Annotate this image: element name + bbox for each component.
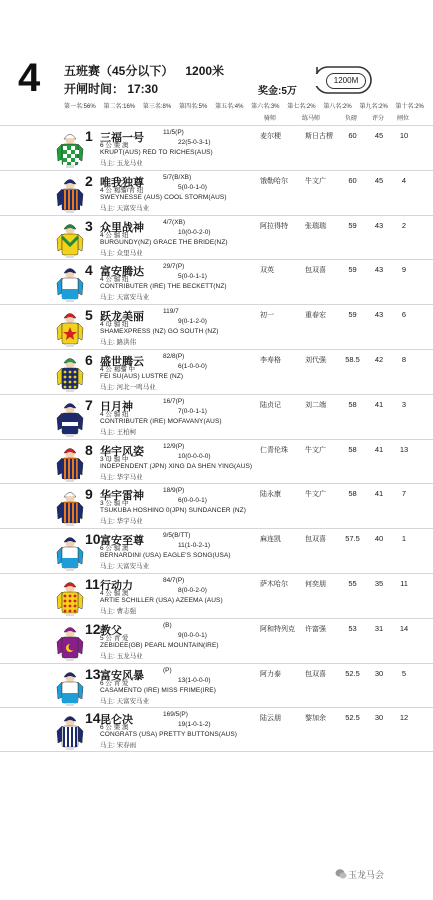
- weight: 53: [348, 623, 357, 633]
- runner-row: [0, 125, 433, 170]
- weight: 60: [348, 175, 357, 185]
- prize-split-item: 第二名:16%: [103, 104, 136, 110]
- saddle-number: 14: [85, 710, 101, 727]
- jockey-silk-icon: [54, 263, 86, 302]
- weight: 58: [348, 399, 357, 409]
- rating: 41: [374, 399, 384, 409]
- recent-lineup: 29/7(P): [163, 263, 185, 271]
- prize-split-item: 第四名:5%: [178, 104, 208, 110]
- runner-row: [0, 439, 433, 484]
- trainer-name: 刘代强: [305, 356, 326, 364]
- horse-details: 4 公 褐骝 中: [100, 365, 136, 373]
- draw: 10: [399, 131, 409, 140]
- trainer-name: 刘二端: [305, 401, 326, 409]
- jockey-silk-icon: [54, 443, 86, 482]
- prize-splits: [64, 101, 424, 110]
- pedigree: INDEPENDENT (JPN) XING DA SHEN YING(AUS): [100, 462, 253, 470]
- jockey-name: 初一: [260, 312, 274, 320]
- jockey-name: 阿力泰: [260, 670, 281, 678]
- jockey-name: 饿勒哈尔: [260, 177, 288, 185]
- weight: 60: [348, 131, 357, 140]
- trainer-name: 牛文广: [305, 491, 326, 499]
- horse-name: 富安风暴: [100, 669, 144, 682]
- draw: 11: [400, 578, 408, 588]
- weight: 55: [348, 578, 357, 588]
- rating: 31: [374, 623, 384, 633]
- pedigree: ARTIE SCHILLER (USA) AZEEMA (AUS): [100, 596, 223, 604]
- horse-name: 行动力: [100, 579, 133, 592]
- horse-name: 昆仑决: [100, 714, 133, 727]
- draw: 8: [401, 354, 407, 364]
- horse-name: 唯我独尊: [100, 176, 144, 189]
- recent-lineup: 11/5(P): [163, 129, 184, 136]
- watermark: 玉龙马会: [348, 870, 385, 880]
- pedigree: BERNARDINI (USA) EAGLE'S SONG(USA): [100, 552, 231, 560]
- race-header: [0, 0, 433, 128]
- saddle-number: 11: [85, 575, 100, 592]
- trainer-name: 牛文广: [305, 446, 326, 454]
- owner: 马主: 天富安马业: [100, 294, 150, 302]
- pedigree: SWEYNESSE (AUS) COOL STORM(AUS): [100, 193, 227, 201]
- race-distance: 1200米: [185, 64, 225, 78]
- jockey-name: 阿和特列克: [260, 625, 295, 633]
- draw: 3: [401, 399, 407, 409]
- trainer-name: 包双喜: [305, 536, 326, 544]
- prize-split-item: 第九名:2%: [359, 104, 388, 110]
- weight: 58: [348, 489, 357, 499]
- jockey-name: 麻连凯: [260, 536, 281, 544]
- owner: 马主: 天富安马业: [100, 563, 150, 571]
- pedigree: CONGRATS (USA) PRETTY BUTTONS(AUS): [100, 731, 238, 739]
- horse-details: 4 公 褐骝/青 纽: [100, 186, 144, 194]
- runner-row: [0, 483, 433, 528]
- horse-details: 4 母 骝 纽: [100, 321, 129, 329]
- runner-row: [0, 259, 433, 304]
- career-record: 11(1-0-2-1): [178, 542, 211, 550]
- horse-details: 6 公 栗 澳: [100, 724, 129, 732]
- jockey-silk-icon: [54, 308, 86, 347]
- rating: 30: [374, 668, 384, 678]
- career-record: 6(1-0-0-0): [178, 362, 207, 370]
- jockey-name: 仁青伦珠: [260, 446, 288, 454]
- horse-details: 4 公 骝 澳: [100, 589, 129, 597]
- horse-name: 华宇雷神: [100, 490, 144, 503]
- career-record: 19(1-0-1-2): [178, 721, 211, 729]
- wechat-icon: [335, 868, 347, 880]
- saddle-number: 4: [85, 262, 93, 279]
- recent-lineup: 169/5(P): [163, 711, 188, 719]
- trainer-name: 重春宏: [305, 312, 326, 320]
- recent-lineup: 82/8(P): [163, 352, 185, 360]
- recent-lineup: 4/7(XB): [163, 218, 186, 226]
- jockey-silk-icon: [54, 353, 86, 392]
- recent-lineup: 5/7(B/XB): [163, 173, 192, 181]
- prize-money: 奖金:5万: [258, 86, 297, 97]
- horse-name: 众里战神: [100, 221, 144, 234]
- weight: 52.5: [345, 713, 360, 723]
- prize-split-item: 第三名:8%: [142, 104, 172, 110]
- saddle-number: 10: [85, 531, 101, 548]
- owner: 马主: 天富安马业: [100, 204, 150, 212]
- jockey-name: 陆永康: [260, 491, 281, 499]
- rating: 41: [374, 489, 384, 499]
- pedigree: BURGUNDY(NZ) GRACE THE BRIDE(NZ): [100, 238, 228, 246]
- prize-split-item: 第六名:3%: [251, 104, 280, 110]
- recent-lineup: (B): [163, 621, 172, 629]
- saddle-number: 12: [85, 620, 101, 637]
- race-class: 五班赛（45分以下）: [64, 64, 174, 78]
- owner: 马主: 玉龙马业: [100, 652, 143, 660]
- runner-row: [0, 707, 433, 752]
- runner-row: [0, 170, 433, 215]
- col-jockey: 骑师: [264, 116, 277, 122]
- pedigree: CONTRIBUTER (IRE) THE BECKETT(NZ): [100, 283, 227, 291]
- column-headers: [0, 113, 433, 125]
- jockey-silk-icon: [54, 532, 86, 571]
- jockey-name: 双英: [260, 267, 274, 275]
- pedigree: ZEBIDEE(GB) PEARL MOUNTAIN(IRE): [100, 641, 219, 649]
- prize-split-item: 第七名:2%: [287, 104, 316, 110]
- weight: 59: [348, 220, 357, 230]
- recent-lineup: 119/7: [163, 308, 179, 316]
- runner-row: [0, 618, 433, 663]
- recent-lineup: 18/9(P): [163, 487, 185, 495]
- rating: 35: [374, 578, 384, 588]
- jockey-name: 麦尔梗: [260, 133, 281, 140]
- jockey-name: 李寿格: [260, 356, 281, 364]
- jockey-silk-icon: [54, 577, 86, 616]
- pedigree: CONTRIBUTER (IRE) MOFAVANY(AUS): [100, 417, 222, 425]
- rating: 45: [374, 175, 384, 185]
- jockey-name: 阿拉得特: [260, 222, 288, 230]
- recent-lineup: (P): [163, 666, 172, 674]
- career-record: 5(0-0-1-0): [178, 183, 207, 191]
- col-rating: 评分: [372, 116, 385, 122]
- horse-details: 6 公 骝 澳: [100, 545, 129, 553]
- career-record: 10(0-0-2-0): [178, 228, 211, 236]
- recent-lineup: 16/7(P): [163, 397, 185, 405]
- saddle-number: 7: [85, 396, 93, 413]
- horse-details: 4 公 骝 纽: [100, 410, 129, 418]
- owner: 马主: 华宇马业: [100, 518, 143, 526]
- prize-split-item: 第一名:56%: [64, 104, 96, 110]
- runners-list: [0, 125, 433, 752]
- career-record: 5(0-0-1-1): [178, 273, 207, 281]
- owner: 马主: 天富安马业: [100, 697, 150, 705]
- career-record: 13(1-0-0-0): [178, 676, 211, 684]
- saddle-number: 9: [85, 486, 93, 503]
- horse-details: 5 公 青 爱: [100, 634, 129, 642]
- pedigree: CASAMENTO (IRE) MISS FRIME(IRE): [100, 686, 217, 694]
- saddle-number: 1: [85, 128, 93, 144]
- career-record: 6(0-0-0-1): [178, 497, 207, 505]
- rating: 41: [374, 444, 384, 454]
- prize-split-item: 第五名:4%: [215, 104, 244, 110]
- horse-details: 4 公 骝 纽: [100, 231, 129, 239]
- weight: 58: [348, 444, 357, 454]
- draw: 7: [401, 489, 407, 499]
- draw: 6: [401, 310, 407, 320]
- race-title: [64, 62, 224, 79]
- horse-details: 6 公 青 爱: [100, 679, 129, 687]
- jockey-name: 陆云朋: [260, 715, 281, 723]
- jockey-silk-icon: [54, 711, 86, 750]
- weight: 57.5: [345, 534, 360, 544]
- trainer-name: 牛文广: [305, 177, 326, 185]
- col-draw: 闸位: [397, 116, 410, 122]
- runner-row: [0, 215, 433, 260]
- owner: 马主: 曹志强: [100, 607, 137, 615]
- rating: 40: [374, 534, 384, 544]
- recent-lineup: 12/9(P): [163, 442, 185, 450]
- jockey-silk-icon: [54, 622, 86, 661]
- rating: 43: [374, 265, 384, 275]
- jockey-silk-icon: [54, 398, 86, 437]
- career-record: 9(0-1-2-0): [178, 318, 207, 326]
- jockey-silk-icon: [54, 174, 86, 213]
- saddle-number: 2: [85, 172, 93, 189]
- recent-lineup: 9/5(B/TT): [163, 532, 191, 540]
- jockey-silk-icon: [54, 129, 86, 168]
- jockey-silk-icon: [54, 219, 86, 258]
- draw: 12: [399, 713, 409, 723]
- rating: 30: [374, 713, 384, 723]
- jockey-silk-icon: [54, 667, 86, 706]
- horse-name: 日月神: [100, 400, 133, 413]
- owner: 马主: 华宇马业: [100, 473, 143, 481]
- col-weight: 负磅: [345, 116, 358, 122]
- weight: 59: [348, 265, 357, 275]
- recent-lineup: 84/7(P): [163, 576, 185, 584]
- career-record: 7(0-0-1-1): [178, 407, 207, 415]
- saddle-number: 5: [85, 307, 93, 324]
- horse-name: 富安至尊: [100, 535, 144, 548]
- prize-split-item: 第十名:2%: [395, 104, 424, 110]
- horse-name: 富安腾达: [100, 266, 144, 279]
- horse-name: 三福一号: [100, 132, 144, 144]
- rating: 45: [374, 131, 384, 140]
- owner: 马主: 玉龙马业: [100, 160, 143, 167]
- start-time: 开闸时间： 17:30: [64, 82, 159, 96]
- horse-name: 华宇风姿: [100, 445, 144, 458]
- jockey-name: 萨木哈尔: [260, 580, 288, 588]
- runner-row: [0, 528, 433, 573]
- horse-details: 4 公 骝 纽: [100, 276, 129, 284]
- saddle-number: 13: [85, 665, 101, 682]
- horse-details: 3 母 骝 中: [100, 455, 129, 463]
- owner: 马主: 河北一鸣马业: [100, 383, 156, 391]
- draw: 4: [401, 175, 407, 185]
- draw: 2: [401, 220, 407, 230]
- saddle-number: 8: [85, 441, 93, 458]
- horse-name: 跃龙美丽: [100, 311, 144, 324]
- runner-row: [0, 573, 433, 618]
- horse-details: 3 公 骝 中: [100, 500, 129, 508]
- owner: 马主: 王柏柯: [100, 428, 137, 436]
- draw: 13: [399, 444, 409, 454]
- runner-row: [0, 349, 433, 394]
- career-record: 22(5-0-3-1): [178, 139, 211, 146]
- trainer-name: 包双喜: [305, 670, 326, 678]
- rating: 42: [374, 354, 384, 364]
- horse-name: 盛世腾云: [100, 355, 144, 368]
- trainer-name: 何奕朋: [305, 580, 326, 588]
- runner-row: [0, 304, 433, 349]
- pedigree: KRUPT(AUS) RED TO RICHES(AUS): [100, 149, 213, 156]
- race-number: 4: [18, 56, 41, 100]
- owner: 马主: 路洪伟: [100, 339, 137, 347]
- pedigree: FEI SU(AUS) LUSTRE (NZ): [100, 372, 184, 380]
- career-record: 10(0-0-0-0): [178, 452, 211, 460]
- trainer-name: 张瑞瑞: [305, 222, 326, 230]
- pedigree: SHAMEXPRESS (NZ) GO SOUTH (NZ): [100, 328, 219, 336]
- weight: 59: [348, 310, 357, 320]
- career-record: 8(0-0-2-0): [178, 586, 207, 594]
- career-record: 9(0-0-0-1): [178, 631, 207, 639]
- runner-row: [0, 663, 433, 708]
- trainer-name: 黎加余: [305, 715, 326, 723]
- horse-details: 6 公 栗 澳: [100, 142, 129, 149]
- horse-name: 教父: [100, 624, 122, 637]
- draw: 1: [401, 534, 407, 544]
- col-trainer: 练马师: [302, 116, 321, 122]
- pedigree: TSUKUBA HOSHINO 0(JPN) SUNDANCER (NZ): [100, 507, 246, 515]
- draw: 9: [401, 265, 407, 275]
- owner: 马主: 众里马业: [100, 249, 143, 257]
- runner-row: [0, 394, 433, 439]
- draw: 14: [399, 623, 409, 633]
- draw: 5: [401, 668, 407, 678]
- weight: 58.5: [345, 354, 360, 364]
- prize-split-item: 第八名:2%: [323, 104, 352, 110]
- saddle-number: 6: [85, 351, 93, 368]
- trainer-name: 斯日古楞: [305, 133, 333, 140]
- jockey-name: 陆贞记: [260, 401, 281, 409]
- jockey-silk-icon: [54, 487, 86, 526]
- weight: 52.5: [345, 668, 360, 678]
- saddle-number: 3: [85, 217, 93, 234]
- owner: 马主: 宋春雨: [100, 742, 137, 750]
- trainer-name: 许富强: [305, 625, 326, 633]
- rating: 43: [374, 310, 384, 320]
- rating: 43: [374, 220, 384, 230]
- track-distance-label: 1200M: [326, 73, 366, 89]
- trainer-name: 包双喜: [305, 267, 326, 275]
